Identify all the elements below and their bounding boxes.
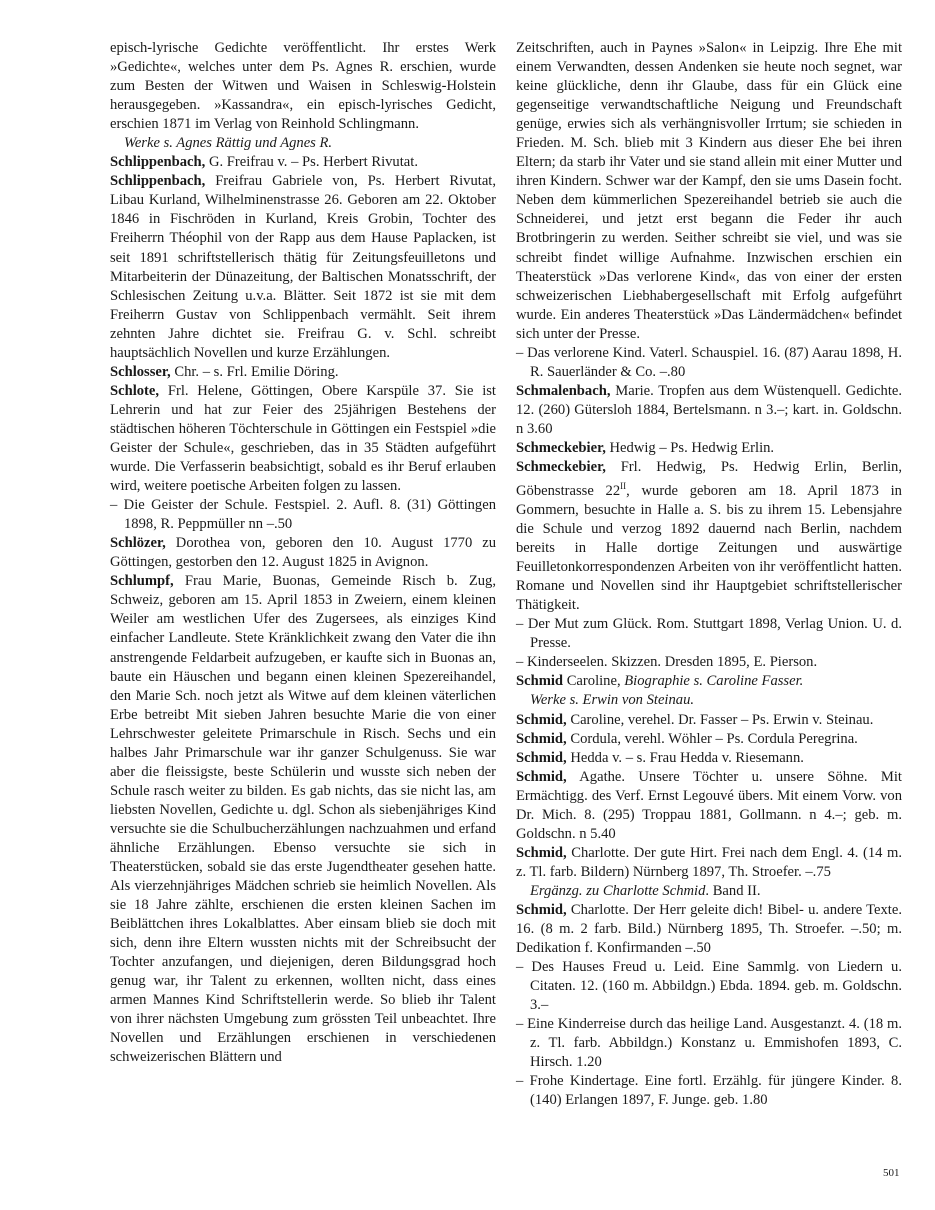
entry-text: Caroline, verehel. Dr. Fasser – Ps. Erwin v. Steinau.	[566, 711, 874, 728]
entry-headword: Schmid,	[516, 901, 567, 918]
entry-schlippenbach-g	[110, 153, 496, 172]
paragraph-continued: Zeitschriften, auch in Paynes »Salon« in Leipzig. Ihre Ehe mit einem Verwandten, dessen Andenken sie heute noch segnet, war keine glückliche, denn ihr Glaube, dass für ein Glück eine gegenseitige verwandtschaftliche Neigung und Freundschaft genüge, erwies sich als verhängnisvoller Irrtum; sie schieden in Frieden. M. Sch. blieb mit 3 Kindern aus dieser Ehe bei ihren Eltern; da starb ihr Vater und sie stand allein mit einer Mutter und ihren Kindern. Schwer war der Kampf, den sie ums Dasein focht. Neben dem kümmerlichen Spezereihandel betrieb sie auch die Schneiderei, und jetzt erst begann die Feder ihr auch Brotbringerin zu werden. Seither schreibt sie viel, und was sie schreibt findet willige Aufnahme. Inzwischen erschien ein Theaterstück »Das verlorene Kind«, das von einer der ersten schweizerischen Liebhabergesellschaft mit Erfolg aufgeführt wurde. Ein anderes Theaterstück »Das Ländermädchen« befindet sich unter der Presse.	[516, 40, 902, 342]
entry-text: G. Freifrau v. – Ps. Herbert Rivutat.	[205, 154, 418, 171]
entry-text: Cordula, verehl. Wöhler – Ps. Cordula Peregrina.	[566, 730, 858, 747]
cross-reference: Werke s. Erwin von Steinau.	[530, 692, 695, 709]
entry-headword: Schmeckebier,	[516, 439, 606, 456]
entry-text: Marie. Tropfen aus dem Wüstenquell. Gedichte. 12. (260) Gütersloh 1884, Bertelsmann. n 3.–; kart. in. Goldschn. n 3.60	[516, 382, 902, 437]
entry-headword: Schmid,	[516, 768, 567, 785]
cross-reference	[516, 882, 902, 901]
entry-schmid-caroline-bio	[516, 672, 902, 691]
work-listing: – Frohe Kindertage. Eine fortl. Erzählg. für jüngere Kinder. 8. (140) Erlangen 1897, F. Junge. geb. 1.80	[516, 1073, 902, 1109]
entry-text: Frl. Helene, Göttingen, Obere Karspüle 37. Sie ist Lehrerin und hat zur Feier des 25jährigen Bestehens der städtischen höheren Töchterschule in Göttingen ein Festspiel »die Geister der Schule«, geschrieben, das in 35 Städten aufgeführt wurde. Die Verfasserin beabsichtigt, sobald es ihr Beruf erlauben wird, weitere poetische Arbeiten folgen zu lassen.	[110, 382, 496, 495]
work-listing: – Das verlorene Kind. Vaterl. Schauspiel. 16. (87) Aarau 1898, H. R. Sauerländer & Co. –.80	[516, 344, 902, 380]
left-column	[110, 39, 496, 1068]
entry-headword: Schlippenbach,	[110, 154, 206, 171]
cross-reference-italic: Ergänzg. zu Charlotte Schmid	[530, 882, 706, 899]
entry-text: Hedwig – Ps. Hedwig Erlin.	[605, 439, 775, 456]
page-number: 501	[883, 1167, 900, 1179]
entry-text: Charlotte. Der gute Hirt. Frei nach dem Engl. 4. (14 m. z. Tl. farb. Bildern) Nürnberg 1897, Th. Stroefer. –.75	[516, 844, 902, 880]
entry-text-italic: Biographie s. Caroline Fasser.	[624, 673, 804, 690]
work-listing: – Des Hauses Freud u. Leid. Eine Sammlg. von Liedern u. Citaten. 12. (160 m. Abbildgn.) Ebda. 1894. geb. m. Goldschn. 3.–	[516, 959, 902, 1014]
entry-schmid-agathe	[516, 768, 902, 844]
entry-schmid-cordula	[516, 730, 902, 749]
work-listing: – Kinderseelen. Skizzen. Dresden 1895, E. Pierson.	[516, 654, 818, 671]
entry-headword: Schmid,	[516, 711, 567, 728]
entry-text: Dorothea von, geboren den 10. August 1770 zu Göttingen, gestorben den 12. August 1825 in Avignon.	[110, 535, 496, 571]
entry-schlote	[110, 382, 496, 496]
work-listing: – Die Geister der Schule. Festspiel. 2. Aufl. 8. (31) Göttingen 1898, R. Peppmüller nn –.50	[110, 497, 496, 533]
entry-schmid-hedda	[516, 749, 902, 768]
cross-reference: Werke s. Agnes Rättig und Agnes R.	[124, 135, 333, 152]
entry-headword: Schmeckebier,	[516, 459, 606, 476]
work-listing: – Eine Kinderreise durch das heilige Land. Ausgestanzt. 4. (18 m. z. Tl. farb. Abbildgn.) Konstanz u. Emmishofen 1893, C. Hirsch. 1.20	[516, 1016, 902, 1071]
entry-headword: Schmid,	[516, 844, 567, 861]
entry-text: Freifrau Gabriele von, Ps. Herbert Rivutat, Libau Kurland, Wilhelminenstrasse 26. Geboren am 22. Oktober 1846 in Fischröden in Kurland, Kreis Grobin, Tochter des Freiherrn Théophil von der Rapp aus dem Hause Paplacken, ist seit 1891 schriftstellerisch thätig für Zeitungsfeuilletons und Mitarbeiterin der Dünazeitung, der Baltischen Monatsschrift, der Schlesischen Zeitung u.v.a. Blätter. Seit 1872 ist sie mit dem Freiherrn Gustav von Schlippenbach vermählt. Seit ihrem zehnten Jahre dichtet sie. Freifrau G. v. Schl. schreibt hauptsächlich Novellen und kurze Erzählungen.	[110, 173, 496, 361]
entry-headword: Schmalenbach,	[516, 382, 611, 399]
entry-schmalenbach	[516, 382, 902, 439]
entry-schmid-charlotte	[516, 844, 902, 882]
entry-schmeckebier-ps	[516, 439, 902, 458]
superscript: II	[620, 481, 627, 492]
entry-text: Frau Marie, Buonas, Gemeinde Risch b. Zug, Schweiz, geboren am 15. April 1853 in Zweiern, einem kleinen Weiler am westlichen Ufer des Zugersees, als einziges Kind einfacher Landleute. Stete Kränklichkeit zwang den Vater die ihn anstrengende Feldarbeit aufzugeben, er kaufte sich in Buonas an, baute ein Häuschen und begann einen kleinen Spezereihandel, den Marie Sch. noch jetzt als Witwe auf dem kleinen väterlichen Erbe betreibt Mit sieben Jahren besuchte Marie die von einer Lehrschwester geleitete Primarschule in Risch. Sechs und ein halbes Jahr Primarschule war ihr ganzer Schulgenuss. Sie war aber die fleissigste, beste Schülerin und wusste sich neben der Schule rasch weiter zu bilden. Es gab nichts, das sie nicht las, am liebsten Novellen, Gedichte u. dgl. Schon als siebenjähriges Kind versuchte sie die Schulbucherzählungen nachzuahmen und erfand ähnliche Erzählungen. Ebenso versuchte sie sich in Theaterstücken, sobald sie das erste Jugendtheater gesehen hatte. Als vierzehnjähriges Mädchen schrieb sie heimlich Novellen. Als sie 18 Jahre zählte, erschienen die ersten kleinen Sachen im Beiblättchen ihres Lokalblattes. Aber einsam blieb sie doch mit sich, denn ihre Eltern wussten nichts mit der Schreibsucht der Tochter anzufangen, und diejenigen, deren Bildungsgrad hoch genug war, ihr Talent zu erkennen, wollten nicht, dass eines armen Mannes Kind Schriftstellerin werde. So blieb ihr Talent von ihrer nächsten Umgebung zum grössten Teil unbeachtet. Ihre Novellen und Erzählungen erschienen in verschiedenen schweizerischen Blättern und	[110, 573, 496, 1066]
entry-headword: Schlosser,	[110, 363, 171, 380]
entry-headword: Schmid,	[516, 749, 567, 766]
entry-text: Charlotte. Der Herr geleite dich! Bibel- u. andere Texte. 16. (8 m. 2 farb. Bild.) Nürnberg 1895, Th. Stroefer. –.50; m. Dedikation f. Konfirmanden –.50	[516, 901, 902, 957]
entry-text: Frl. Hedwig, Ps. Hedwig Erlin, Berlin, Göbenstrasse 22	[516, 459, 902, 499]
entry-schmeckebier-hedwig	[516, 458, 902, 615]
paragraph-continued: episch-lyrische Gedichte veröffentlicht. Ihr erstes Werk »Gedichte«, welches unter dem Ps. Agnes R. erschien, wurde zum Besten der Witwen und Waisen in Schleswig-Holstein herausgegeben. »Kassandra«, ein episch-lyrisches Gedicht, erschien 1871 im Verlag von Reinhold Schlingmann.	[110, 40, 496, 133]
entry-headword: Schmid	[516, 673, 564, 690]
entry-schmid-charlotte-2	[516, 901, 902, 958]
entry-text: Hedda v. – s. Frau Hedda v. Riesemann.	[566, 749, 804, 766]
entry-schmid-caroline	[516, 711, 902, 730]
entry-headword: Schlippenbach,	[110, 173, 206, 190]
entry-schloezer	[110, 534, 496, 572]
cross-reference-text: . Band II.	[705, 882, 761, 899]
entry-text: Agathe. Unsere Töchter u. unsere Söhne. Mit Ermächtigg. des Verf. Ernst Legouvé übers. Mit einem Vorw. von Dr. Mich. 8. (295) Troppau 1881, Gollmann. n 4.–; geb. m. Goldschn. n 5.40	[516, 768, 902, 842]
entry-headword: Schmid,	[516, 730, 567, 747]
entry-schlumpf	[110, 572, 496, 1067]
right-column	[516, 39, 902, 1110]
entry-headword: Schlote,	[110, 382, 160, 399]
entry-headword: Schlözer,	[110, 535, 166, 552]
entry-text: , wurde geboren am 18. April 1873 in Gommern, besuchte in Halle a. S. bis zu ihrem 15. Lebensjahre die Schule und verzog 1892 dauernd nach Berlin, nachdem bereits in Halle dortige Zeitungen und auswärtige Feuilletonkorrespondenzen Arbeiten von ihr veröffentlicht hatten. Romane und Novellen sind ihr Hauptgebiet schriftstellerischer Thätigkeit.	[516, 482, 902, 614]
entry-text: Chr. – s. Frl. Emilie Döring.	[170, 363, 339, 380]
entry-schlippenbach-gabriele	[110, 172, 496, 362]
entry-text: Caroline,	[563, 673, 625, 690]
entry-headword: Schlumpf,	[110, 573, 174, 590]
entry-schlosser	[110, 363, 496, 382]
work-listing: – Der Mut zum Glück. Rom. Stuttgart 1898, Verlag Union. U. d. Presse.	[516, 616, 902, 652]
